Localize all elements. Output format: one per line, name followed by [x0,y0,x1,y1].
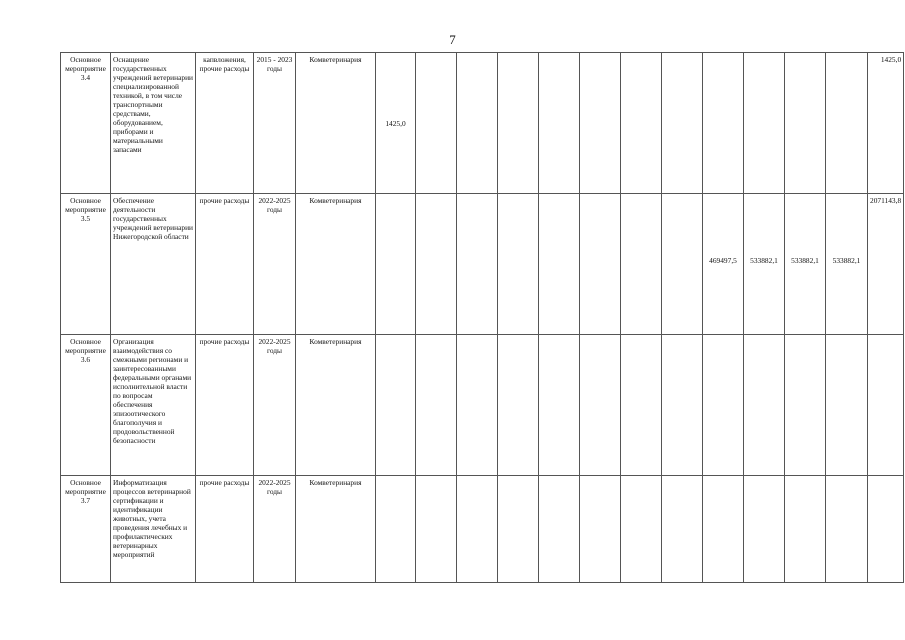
table-row [61,476,904,583]
row-total-first [376,476,416,583]
row-value [457,53,498,194]
row-years: 2015 - 2023 годы [254,53,296,194]
page-number: 7 [449,32,456,47]
row-executor: Комветеринария [296,335,376,476]
table-row [61,335,904,476]
row-value [662,476,703,583]
row-description: Информатизация процессов ветеринарной сертификации и идентификации животных, учета проведения лечебных и профилактических ветеринарных мероприятий [111,476,196,583]
row-value [826,53,868,194]
table-row [61,53,904,194]
row-value [621,476,662,583]
row-value [662,194,703,335]
row-name: Основное мероприятие 3.4 [61,53,111,194]
row-name: Основное мероприятие 3.6 [61,335,111,476]
row-years: 2022-2025 годы [254,194,296,335]
row-name: Основное мероприятие 3.5 [61,194,111,335]
row-value [826,335,868,476]
row-value [498,53,539,194]
row-value [744,476,785,583]
row-value [539,194,580,335]
row-value [416,335,457,476]
row-value [785,53,826,194]
row-value [416,476,457,583]
row-executor: Комветеринария [296,476,376,583]
table-row [61,194,904,335]
row-value [498,335,539,476]
row-description: Организация взаимодействия со смежными регионами и заинтересованными федеральными органами исполнительной власти по вопросам обеспечения эпизоотического благополучия и продовольственной безопасности [111,335,196,476]
row-value [580,335,621,476]
program-table [60,52,904,583]
row-value [580,194,621,335]
row-value [539,476,580,583]
row-description: Обеспечение деятельности государственных учреждений ветеринарии Нижегородской области [111,194,196,335]
row-total-first: 1425,0 [376,53,416,194]
row-value [416,194,457,335]
row-description: Оснащение государственных учреждений ветеринарии специализированной техникой, в том числе транспортными средствами, оборудованием, приборами и материальными запасами [111,53,196,194]
row-executor: Комветеринария [296,53,376,194]
row-value [580,53,621,194]
row-value [662,335,703,476]
row-funding: прочие расходы [196,335,254,476]
row-years: 2022-2025 годы [254,476,296,583]
row-value [621,335,662,476]
row-years: 2022-2025 годы [254,335,296,476]
row-total-first [376,335,416,476]
row-value [744,53,785,194]
row-total-last [868,335,904,476]
row-value [416,53,457,194]
row-value [457,476,498,583]
row-value: 533882,1 [826,194,868,335]
row-executor: Комветеринария [296,194,376,335]
row-total-last: 2071143,8 [868,194,904,335]
row-value [662,53,703,194]
row-value [621,194,662,335]
row-value [703,53,744,194]
row-name: Основное мероприятие 3.7 [61,476,111,583]
row-value [826,476,868,583]
row-value [785,335,826,476]
row-value [457,335,498,476]
row-value [457,194,498,335]
row-value [498,476,539,583]
row-value: 533882,1 [785,194,826,335]
row-value [621,53,662,194]
row-value [703,476,744,583]
row-value [785,476,826,583]
row-funding: прочие расходы [196,476,254,583]
row-value [580,476,621,583]
row-value [744,335,785,476]
row-value: 469497,5 [703,194,744,335]
row-value [539,335,580,476]
row-total-last [868,476,904,583]
row-value [703,335,744,476]
row-total-last: 1425,0 [868,53,904,194]
row-funding: капвложения, прочие расходы [196,53,254,194]
row-funding: прочие расходы [196,194,254,335]
row-value: 533882,1 [744,194,785,335]
row-value [539,53,580,194]
row-total-first [376,194,416,335]
row-value [498,194,539,335]
